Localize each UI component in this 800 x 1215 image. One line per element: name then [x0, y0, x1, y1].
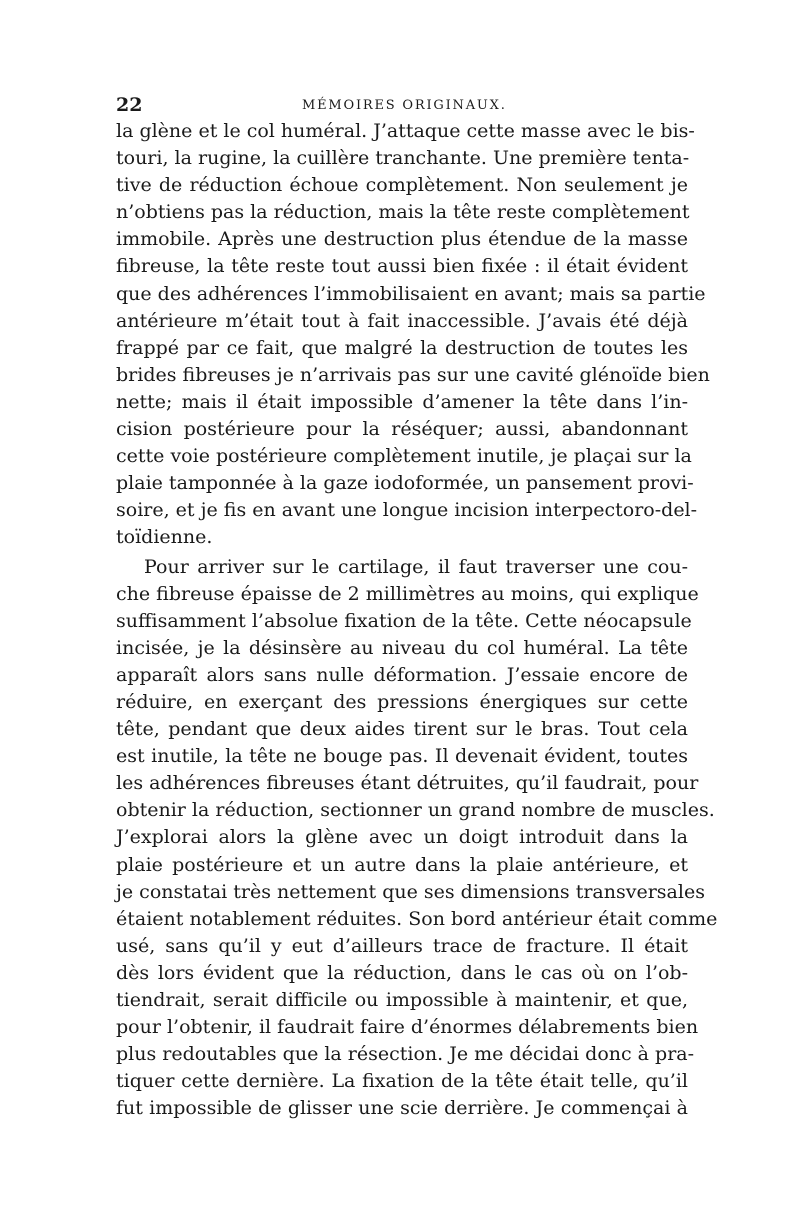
text-line: pour l’obtenir, il faudrait faire d’énormes délabrements bien — [116, 1016, 699, 1039]
text-line: tête, pendant que deux aides tirent sur le bras. Tout cela — [116, 718, 688, 741]
text-line: tive de réduction échoue complètement. Non seulement je — [116, 174, 688, 197]
text-line: plaie postérieure et un autre dans la plaie antérieure, et — [116, 853, 688, 876]
text-line: réduire, en exerçant des pressions énergiques sur cette — [116, 690, 688, 713]
text-line: je constatai très nettement que ses dimensions transversales — [116, 880, 705, 903]
text-line: immobile. Après une destruction plus étendue de la masse — [116, 228, 688, 251]
text-line: apparaît alors sans nulle déformation. J’essaie encore de — [116, 663, 688, 686]
running-title: MÉMOIRES ORIGINAUX. — [302, 98, 507, 113]
text-line: les adhérences fibreuses étant détruites, qu’il faudrait, pour — [116, 772, 699, 795]
text-line: tiquer cette dernière. La fixation de la tête était telle, qu’il — [116, 1070, 688, 1093]
paragraph — [116, 554, 718, 1123]
text-line: plaie tamponnée à la gaze iodoformée, un pansement provi- — [116, 472, 694, 495]
text-line: fibreuse, la tête reste tout aussi bien fixée : il était évident — [116, 255, 688, 278]
text-line: incisée, je la désinsère au niveau du col huméral. La tête — [116, 636, 688, 659]
text-line: touri, la rugine, la cuillère tranchante. Une première tenta- — [116, 147, 690, 170]
text-line: plus redoutables que la résection. Je me décidai donc à pra- — [116, 1043, 695, 1066]
text-line: étaient notablement réduites. Son bord antérieur était comme — [116, 907, 718, 930]
body-text — [116, 118, 718, 1122]
text-line: est inutile, la tête ne bouge pas. Il devenait évident, toutes — [116, 745, 688, 768]
text-line: che fibreuse épaisse de 2 millimètres au moins, qui explique — [116, 582, 699, 605]
text-line: obtenir la réduction, sectionner un grand nombre de muscles. — [116, 799, 715, 822]
book-page — [116, 88, 718, 1122]
text-line: soire, et je fis en avant une longue incision interpectoro-del- — [116, 499, 698, 522]
text-line: nette; mais il était impossible d’amener la tête dans l’in- — [116, 390, 688, 413]
text-line: suffisamment l’absolue fixation de la tête. Cette néocapsule — [116, 609, 692, 632]
text-line: dès lors évident que la réduction, dans le cas où on l’ob- — [116, 961, 688, 984]
running-header — [116, 88, 688, 118]
text-line: tiendrait, serait difficile ou impossible à maintenir, et que, — [116, 989, 688, 1011]
text-line: fut impossible de glisser une scie derrière. Je commençai à — [116, 1097, 688, 1120]
text-line: n’obtiens pas la réduction, mais la tête reste complètement — [116, 201, 690, 224]
text-line: la glène et le col huméral. J’attaque cette masse avec le bis- — [116, 120, 695, 142]
paragraph — [116, 118, 710, 552]
text-line: cision postérieure pour la réséquer; aussi, abandonnant — [116, 418, 688, 441]
text-line: J’explorai alors la glène avec un doigt introduit dans la — [116, 826, 688, 849]
text-line: brides fibreuses je n’arrivais pas sur une cavité glénoïde bien — [116, 363, 710, 386]
text-line: antérieure m’était tout à fait inaccessible. J’avais été déjà — [116, 309, 688, 332]
text-line: que des adhérences l’immobilisaient en avant; mais sa partie — [116, 282, 706, 305]
text-line: toïdienne. — [116, 526, 213, 549]
text-line: frappé par ce fait, que malgré la destruction de toutes les — [116, 336, 688, 359]
text-line: cette voie postérieure complètement inutile, je plaçai sur la — [116, 445, 692, 468]
page-number: 22 — [116, 94, 143, 116]
text-line: Pour arriver sur le cartilage, il faut traverser une cou- — [144, 555, 688, 578]
text-line: usé, sans qu’il y eut d’ailleurs trace de fracture. Il était — [116, 934, 688, 957]
